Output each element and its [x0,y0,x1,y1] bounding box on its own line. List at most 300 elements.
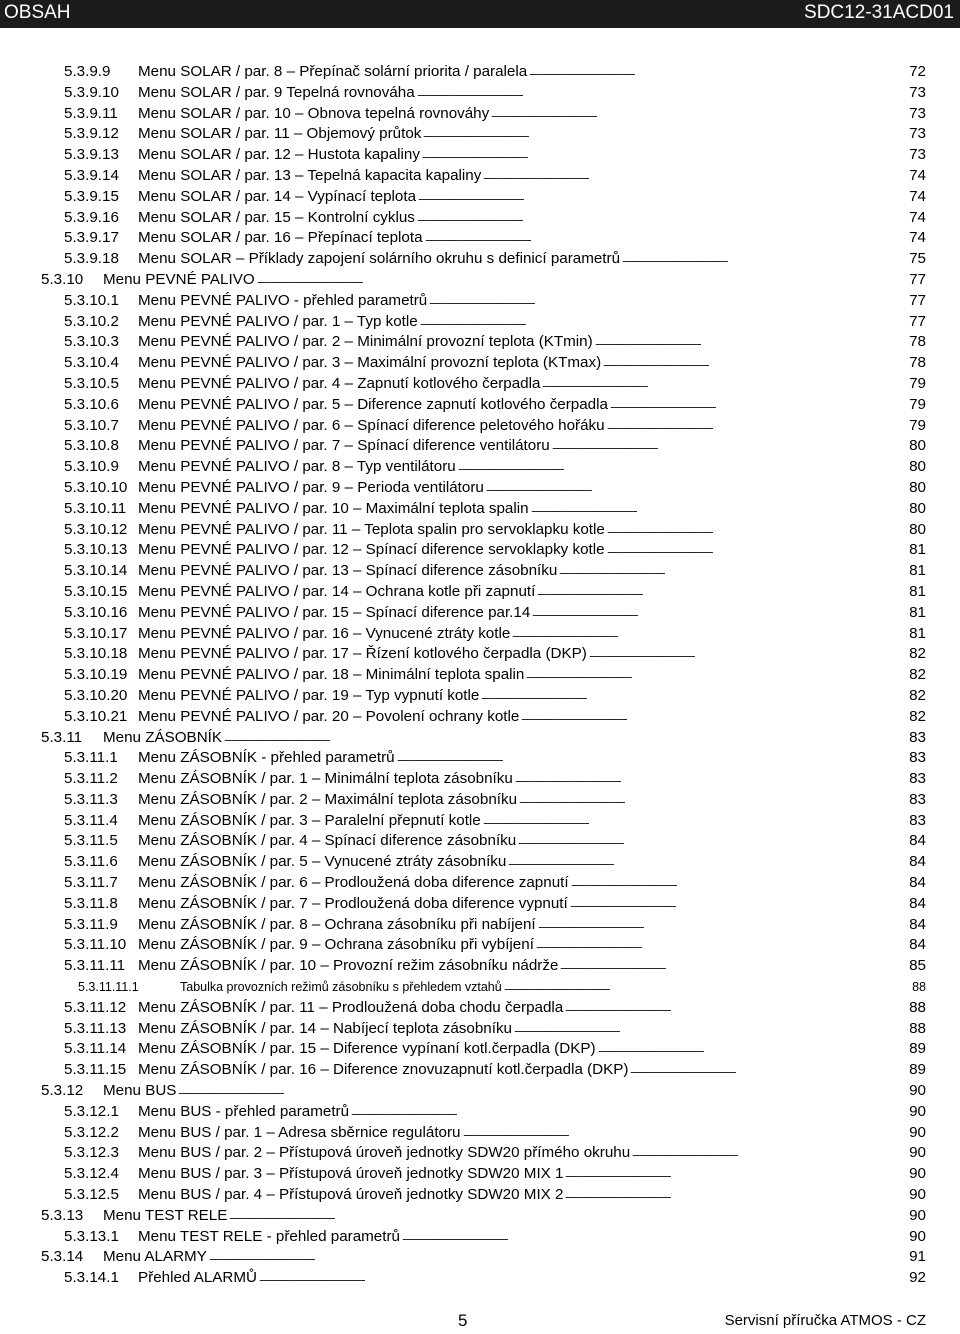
toc-dot-leader [529,62,907,82]
toc-entry-page: 83 [909,728,926,746]
toc-entry-title: Menu ZÁSOBNÍK / par. 9 – Ochrana zásobníku při vybíjení [138,936,534,954]
toc-dot-leader [542,374,907,394]
toc-entry[interactable] [0,416,960,437]
toc-entry-number: 5.3.10.1 [64,291,119,309]
toc-entry[interactable] [0,457,960,478]
toc-entry-number: 5.3.9.16 [64,208,119,226]
table-of-contents [0,62,960,1289]
toc-dot-leader [423,124,907,144]
toc-dot-leader [589,644,907,664]
toc-entry[interactable] [0,977,960,998]
toc-entry[interactable] [0,624,960,645]
toc-dot-leader [632,1143,907,1163]
toc-entry-page: 79 [909,374,926,392]
toc-entry-title: Menu SOLAR / par. 14 – Vypínací teplota [138,187,417,205]
toc-entry-title: Menu SOLAR / par. 16 – Přepínací teplota [138,229,423,247]
toc-entry-page: 85 [909,957,926,975]
toc-entry-page: 84 [909,832,926,850]
toc-entry-title: Menu TEST RELE - přehled parametrů [138,1227,400,1245]
toc-entry-page: 77 [909,270,926,288]
page-header [0,0,960,28]
toc-entry-title: Menu ZÁSOBNÍK [103,728,223,746]
toc-dot-leader [351,1102,907,1122]
toc-dot-leader [209,1247,907,1267]
toc-entry-page: 74 [909,208,926,226]
toc-dot-leader [537,582,907,602]
toc-entry[interactable] [0,187,960,208]
toc-entry[interactable] [0,145,960,166]
toc-entry-number: 5.3.11.15 [64,1061,127,1079]
toc-entry-title: Menu PEVNÉ PALIVO / par. 10 – Maximální teplota spalin [138,499,529,517]
toc-dot-leader [610,395,907,415]
toc-entry-title: Menu ZÁSOBNÍK / par. 14 – Nabíjecí teplota zásobníku [138,1019,512,1037]
toc-entry-page: 75 [909,250,926,268]
toc-dot-leader [481,686,907,706]
toc-entry-page: 82 [909,686,926,704]
toc-entry-number: 5.3.9.14 [64,166,119,184]
toc-entry-page: 83 [909,811,926,829]
toc-entry[interactable] [0,1185,960,1206]
toc-entry[interactable] [0,312,960,333]
toc-entry-number: 5.3.10.19 [64,666,128,684]
toc-entry-title: Tabulka provozních režimů zásobníku s přehledem vztahů [180,980,502,995]
toc-entry-number: 5.3.13.1 [64,1227,119,1245]
toc-entry-number: 5.3.11.13 [64,1019,127,1037]
toc-entry[interactable] [0,291,960,312]
toc-entry-number: 5.3.10 [41,270,84,288]
toc-entry-number: 5.3.11.10 [64,936,127,954]
toc-entry-page: 89 [909,1061,926,1079]
toc-entry-number: 5.3.10.7 [64,416,119,434]
toc-entry-title: Přehled ALARMŮ [138,1269,258,1287]
toc-entry-page: 88 [909,1019,926,1037]
toc-entry-title: Menu PEVNÉ PALIVO / par. 12 – Spínací diference servoklapky kotle [138,541,605,559]
toc-entry[interactable] [0,478,960,499]
toc-entry[interactable] [0,1081,960,1102]
toc-entry-title: Menu ZÁSOBNÍK / par. 1 – Minimální teplota zásobníku [138,770,513,788]
toc-dot-leader [491,104,907,124]
toc-entry[interactable] [0,1039,960,1060]
toc-entry[interactable] [0,395,960,416]
toc-entry-page: 89 [909,1040,926,1058]
toc-entry[interactable] [0,748,960,769]
toc-entry-page: 81 [909,603,926,621]
toc-entry[interactable] [0,707,960,728]
toc-dot-leader [504,977,910,997]
toc-entry-page: 90 [909,1082,926,1100]
toc-dot-leader [422,145,907,165]
toc-entry-page: 81 [909,624,926,642]
toc-entry-page: 74 [909,166,926,184]
toc-entry-title: Menu BUS / par. 3 – Přístupová úroveň jednotky SDW20 MIX 1 [138,1165,564,1183]
toc-entry-number: 5.3.11.5 [64,832,118,850]
toc-entry-page: 90 [909,1186,926,1204]
toc-entry[interactable] [0,1060,960,1081]
toc-entry-number: 5.3.10.12 [64,520,128,538]
toc-entry-number: 5.3.14.1 [64,1269,119,1287]
toc-entry-number: 5.3.11.12 [64,998,127,1016]
toc-entry[interactable] [0,1102,960,1123]
toc-dot-leader [259,1268,907,1288]
toc-entry-title: Menu BUS / par. 4 – Přístupová úroveň jednotky SDW20 MIX 2 [138,1186,564,1204]
toc-entry-title: Menu SOLAR / par. 8 – Přepínač solární priorita / paralela [138,63,528,80]
toc-entry-number: 5.3.9.10 [64,83,119,101]
header-right: SDC12-31ACD01 [804,2,954,23]
toc-entry-title: Menu ZÁSOBNÍK / par. 10 – Provozní režim zásobníku nádrže [138,957,559,975]
toc-entry[interactable] [0,228,960,249]
toc-entry-page: 82 [909,666,926,684]
toc-entry-page: 83 [909,749,926,767]
toc-dot-leader [565,998,907,1018]
toc-entry-title: Menu BUS / par. 2 – Přístupová úroveň jednotky SDW20 přímého okruhu [138,1144,631,1162]
toc-dot-leader [560,956,907,976]
toc-entry-number: 5.3.10.6 [64,395,119,413]
toc-entry-title: Menu PEVNÉ PALIVO / par. 14 – Ochrana kotle při zapnutí [138,582,536,600]
toc-entry[interactable] [0,728,960,749]
toc-entry-number: 5.3.11.11 [64,957,126,975]
toc-dot-leader [224,728,907,748]
toc-entry[interactable] [0,1206,960,1227]
toc-entry-page: 74 [909,229,926,247]
toc-dot-leader [559,561,907,581]
toc-entry[interactable] [0,935,960,956]
toc-entry[interactable] [0,582,960,603]
toc-entry[interactable] [0,665,960,686]
toc-dot-leader [518,831,907,851]
toc-dot-leader [483,811,907,831]
toc-entry-page: 83 [909,770,926,788]
toc-entry-page: 90 [909,1123,926,1141]
toc-entry-number: 5.3.11.9 [64,915,118,933]
toc-dot-leader [420,312,907,332]
toc-entry-page: 90 [909,1102,926,1120]
toc-entry-title: Menu PEVNÉ PALIVO / par. 20 – Povolení ochrany kotle [138,707,520,725]
toc-entry-title: Menu ZÁSOBNÍK / par. 7 – Prodloužená doba diference vypnutí [138,894,568,912]
toc-dot-leader [571,873,907,893]
toc-entry-number: 5.3.11.11.1 [78,980,139,995]
toc-entry[interactable] [0,561,960,582]
toc-entry-page: 90 [909,1165,926,1183]
toc-entry-number: 5.3.11.7 [64,874,118,892]
toc-entry-number: 5.3.11.3 [64,790,118,808]
toc-entry[interactable] [0,62,960,83]
toc-entry-number: 5.3.10.17 [64,624,128,642]
toc-entry-number: 5.3.10.14 [64,562,128,580]
toc-entry-number: 5.3.10.10 [64,478,128,496]
toc-entry-number: 5.3.12.2 [64,1123,119,1141]
toc-entry[interactable] [0,790,960,811]
toc-dot-leader [257,270,907,290]
toc-entry-number: 5.3.14 [41,1248,84,1266]
toc-entry[interactable] [0,852,960,873]
toc-dot-leader [603,353,907,373]
toc-entry-number: 5.3.13 [41,1206,84,1224]
toc-entry-title: Menu ALARMY [103,1248,207,1266]
toc-entry-number: 5.3.9.18 [64,250,119,268]
toc-dot-leader [570,894,907,914]
toc-dot-leader [486,478,907,498]
toc-dot-leader [463,1123,907,1143]
toc-entry-page: 80 [909,499,926,517]
toc-dot-leader [595,332,907,352]
page-number: 5 [458,1311,468,1330]
footer-title: Servisní příručka ATMOS - CZ [724,1312,926,1329]
toc-entry-page: 84 [909,936,926,954]
toc-entry[interactable] [0,811,960,832]
toc-entry-number: 5.3.10.18 [64,645,128,663]
toc-dot-leader [607,416,907,436]
toc-entry-title: Menu BUS / par. 1 – Adresa sběrnice regulátoru [138,1123,461,1141]
toc-entry-title: Menu PEVNÉ PALIVO / par. 13 – Spínací diference zásobníku [138,562,558,580]
toc-entry-number: 5.3.11.14 [64,1040,127,1058]
toc-entry-number: 5.3.11.6 [64,853,118,871]
toc-dot-leader [521,707,907,727]
toc-entry-number: 5.3.9.12 [64,125,119,143]
toc-dot-leader [397,748,907,768]
toc-entry[interactable] [0,83,960,104]
toc-entry[interactable] [0,270,960,291]
toc-entry-page: 84 [909,853,926,871]
toc-entry-title: Menu BUS - přehled parametrů [138,1102,350,1120]
toc-entry[interactable] [0,1019,960,1040]
toc-entry-page: 72 [909,63,926,80]
toc-entry[interactable] [0,873,960,894]
toc-dot-leader [607,520,907,540]
toc-entry-page: 78 [909,333,926,351]
toc-dot-leader [598,1039,907,1059]
toc-entry-number: 5.3.10.15 [64,582,128,600]
toc-entry[interactable] [0,540,960,561]
toc-dot-leader [622,249,907,269]
toc-entry-title: Menu ZÁSOBNÍK / par. 5 – Vynucené ztráty zásobníku [138,853,507,871]
toc-dot-leader [512,624,907,644]
toc-entry[interactable] [0,1143,960,1164]
toc-entry[interactable] [0,104,960,125]
toc-entry-title: Menu BUS [103,1082,177,1100]
toc-dot-leader [515,769,907,789]
toc-entry-page: 83 [909,790,926,808]
toc-entry-number: 5.3.11.8 [64,894,118,912]
toc-entry-number: 5.3.10.3 [64,333,119,351]
toc-entry[interactable] [0,603,960,624]
toc-entry-page: 79 [909,395,926,413]
toc-entry-number: 5.3.10.16 [64,603,128,621]
toc-entry[interactable] [0,353,960,374]
toc-entry-number: 5.3.12.5 [64,1186,119,1204]
toc-entry-title: Menu SOLAR / par. 13 – Tepelná kapacita kapaliny [138,166,482,184]
toc-entry-title: Menu ZÁSOBNÍK / par. 11 – Prodloužená doba chodu čerpadla [138,998,564,1016]
toc-entry-page: 81 [909,541,926,559]
toc-entry-title: Menu PEVNÉ PALIVO / par. 8 – Typ ventilátoru [138,458,456,476]
toc-entry-number: 5.3.9.11 [64,104,118,122]
toc-entry-number: 5.3.11.1 [64,749,118,767]
toc-dot-leader [607,540,907,560]
toc-entry-page: 90 [909,1227,926,1245]
toc-entry-number: 5.3.9.9 [64,63,111,80]
toc-entry[interactable] [0,374,960,395]
toc-entry[interactable] [0,520,960,541]
toc-entry-title: Menu ZÁSOBNÍK - přehled parametrů [138,749,395,767]
toc-entry-title: Menu SOLAR / par. 9 Tepelná rovnováha [138,83,415,101]
toc-entry-page: 88 [909,998,926,1016]
toc-dot-leader [418,187,907,207]
toc-entry-page: 84 [909,894,926,912]
toc-entry-title: Menu PEVNÉ PALIVO / par. 4 – Zapnutí kotlového čerpadla [138,374,541,392]
toc-entry-page: 79 [909,416,926,434]
toc-entry[interactable] [0,208,960,229]
toc-dot-leader [519,790,907,810]
toc-entry-number: 5.3.10.2 [64,312,119,330]
toc-entry-title: Menu PEVNÉ PALIVO / par. 3 – Maximální provozní teplota (KTmax) [138,354,602,372]
toc-entry-page: 92 [909,1269,926,1287]
toc-entry-page: 90 [909,1206,926,1224]
toc-entry-title: Menu PEVNÉ PALIVO / par. 11 – Teplota spalin pro servoklapku kotle [138,520,605,538]
toc-entry[interactable] [0,686,960,707]
toc-entry-page: 77 [909,291,926,309]
header-left: OBSAH [4,2,71,23]
toc-dot-leader [565,1185,907,1205]
toc-entry-title: Menu PEVNÉ PALIVO / par. 2 – Minimální provozní teplota (KTmin) [138,333,593,351]
toc-dot-leader [538,915,907,935]
toc-entry-page: 82 [909,645,926,663]
toc-entry[interactable] [0,1123,960,1144]
toc-entry-page: 80 [909,458,926,476]
toc-entry-title: Menu ZÁSOBNÍK / par. 16 – Diference znovuzapnutí kotl.čerpadla (DKP) [138,1061,629,1079]
toc-entry-title: Menu PEVNÉ PALIVO / par. 16 – Vynucené ztráty kotle [138,624,511,642]
toc-entry-number: 5.3.12.3 [64,1144,119,1162]
toc-entry[interactable] [0,1227,960,1248]
toc-entry[interactable] [0,499,960,520]
toc-entry-page: 90 [909,1144,926,1162]
toc-dot-leader [229,1206,907,1226]
toc-entry[interactable] [0,249,960,270]
toc-entry-page: 84 [909,874,926,892]
toc-dot-leader [531,499,907,519]
toc-entry-title: Menu PEVNÉ PALIVO / par. 18 – Minimální teplota spalin [138,666,525,684]
toc-entry[interactable] [0,436,960,457]
toc-entry-page: 74 [909,187,926,205]
toc-dot-leader [508,852,907,872]
toc-entry-number: 5.3.10.13 [64,541,128,559]
toc-entry-number: 5.3.12 [41,1082,84,1100]
toc-dot-leader [565,1164,907,1184]
toc-entry-title: Menu PEVNÉ PALIVO / par. 9 – Perioda ventilátoru [138,478,484,496]
toc-entry-page: 91 [909,1248,926,1266]
toc-entry-number: 5.3.10.4 [64,354,119,372]
toc-entry-number: 5.3.10.5 [64,374,119,392]
toc-entry-title: Menu ZÁSOBNÍK / par. 3 – Paralelní přepnutí kotle [138,811,481,829]
toc-dot-leader [630,1060,907,1080]
toc-entry[interactable] [0,894,960,915]
toc-dot-leader [532,603,907,623]
toc-entry-number: 5.3.11.2 [64,770,118,788]
toc-dot-leader [178,1081,907,1101]
toc-entry-page: 82 [909,707,926,725]
toc-entry-title: Menu ZÁSOBNÍK / par. 15 – Diference vypínaní kotl.čerpadla (DKP) [138,1040,596,1058]
toc-entry-number: 5.3.11 [41,728,83,746]
toc-entry-title: Menu PEVNÉ PALIVO / par. 1 – Typ kotle [138,312,418,330]
toc-entry-title: Menu SOLAR / par. 11 – Objemový průtok [138,125,422,143]
toc-dot-leader [526,665,907,685]
toc-entry-page: 73 [909,104,926,122]
toc-entry-title: Menu PEVNÉ PALIVO / par. 19 – Typ vypnutí kotle [138,686,480,704]
toc-entry-title: Menu ZÁSOBNÍK / par. 8 – Ochrana zásobníku při nabíjení [138,915,536,933]
toc-entry[interactable] [0,769,960,790]
toc-entry-page: 77 [909,312,926,330]
toc-entry[interactable] [0,1268,960,1289]
toc-entry-number: 5.3.11.4 [64,811,118,829]
toc-dot-leader [536,935,907,955]
toc-entry-number: 5.3.10.21 [64,707,128,725]
toc-entry[interactable] [0,124,960,145]
toc-entry-number: 5.3.9.17 [64,229,119,247]
toc-entry[interactable] [0,644,960,665]
toc-entry-title: Menu PEVNÉ PALIVO / par. 15 – Spínací diference par.14 [138,603,531,621]
toc-dot-leader [483,166,907,186]
toc-entry-number: 5.3.12.4 [64,1165,119,1183]
toc-entry-title: Menu PEVNÉ PALIVO / par. 17 – Řízení kotlového čerpadla (DKP) [138,645,587,663]
toc-dot-leader [402,1227,907,1247]
toc-entry-title: Menu SOLAR / par. 15 – Kontrolní cyklus [138,208,415,226]
toc-entry-page: 80 [909,520,926,538]
toc-entry[interactable] [0,1247,960,1268]
toc-entry-number: 5.3.9.13 [64,146,119,164]
toc-entry-page: 78 [909,354,926,372]
toc-entry-page: 81 [909,562,926,580]
toc-entry-number: 5.3.12.1 [64,1102,119,1120]
toc-entry[interactable] [0,831,960,852]
toc-dot-leader [417,83,907,103]
toc-entry-title: Menu SOLAR / par. 10 – Obnova tepelná rovnováhy [138,104,490,122]
toc-entry-page: 73 [909,83,926,101]
toc-entry[interactable] [0,332,960,353]
toc-entry[interactable] [0,1164,960,1185]
toc-entry-page: 73 [909,146,926,164]
toc-entry-title: Menu PEVNÉ PALIVO [103,270,255,288]
toc-entry[interactable] [0,956,960,977]
toc-entry-page: 84 [909,915,926,933]
toc-dot-leader [514,1019,907,1039]
toc-entry-number: 5.3.10.20 [64,686,128,704]
toc-dot-leader [417,208,907,228]
toc-dot-leader [429,291,907,311]
toc-entry-title: Menu ZÁSOBNÍK / par. 2 – Maximální teplota zásobníku [138,790,518,808]
toc-entry-page: 80 [909,437,926,455]
toc-entry-page: 80 [909,478,926,496]
toc-dot-leader [552,436,907,456]
toc-entry-title: Menu SOLAR / par. 12 – Hustota kapaliny [138,146,420,164]
toc-entry-title: Menu PEVNÉ PALIVO / par. 6 – Spínací diference peletového hořáku [138,416,605,434]
toc-entry-title: Menu PEVNÉ PALIVO / par. 7 – Spínací diference ventilátoru [138,437,550,455]
toc-entry-number: 5.3.9.15 [64,187,119,205]
toc-entry[interactable] [0,166,960,187]
toc-entry-number: 5.3.10.8 [64,437,119,455]
toc-entry-page: 73 [909,125,926,143]
toc-entry-title: Menu PEVNÉ PALIVO / par. 5 – Diference zapnutí kotlového čerpadla [138,395,608,413]
toc-entry[interactable] [0,998,960,1019]
toc-entry-title: Menu ZÁSOBNÍK / par. 6 – Prodloužená doba diference zapnutí [138,874,569,892]
toc-entry-title: Menu PEVNÉ PALIVO - přehled parametrů [138,291,428,309]
toc-entry-title: Menu TEST RELE [103,1206,228,1224]
toc-dot-leader [458,457,907,477]
toc-entry-page: 88 [912,980,926,995]
toc-entry-title: Menu ZÁSOBNÍK / par. 4 – Spínací diference zásobníku [138,832,517,850]
toc-entry-title: Menu SOLAR – Příklady zapojení solárního okruhu s definicí parametrů [138,250,621,268]
toc-dot-leader [425,228,907,248]
toc-entry-number: 5.3.10.9 [64,458,119,476]
toc-entry-number: 5.3.10.11 [64,499,127,517]
toc-entry[interactable] [0,915,960,936]
